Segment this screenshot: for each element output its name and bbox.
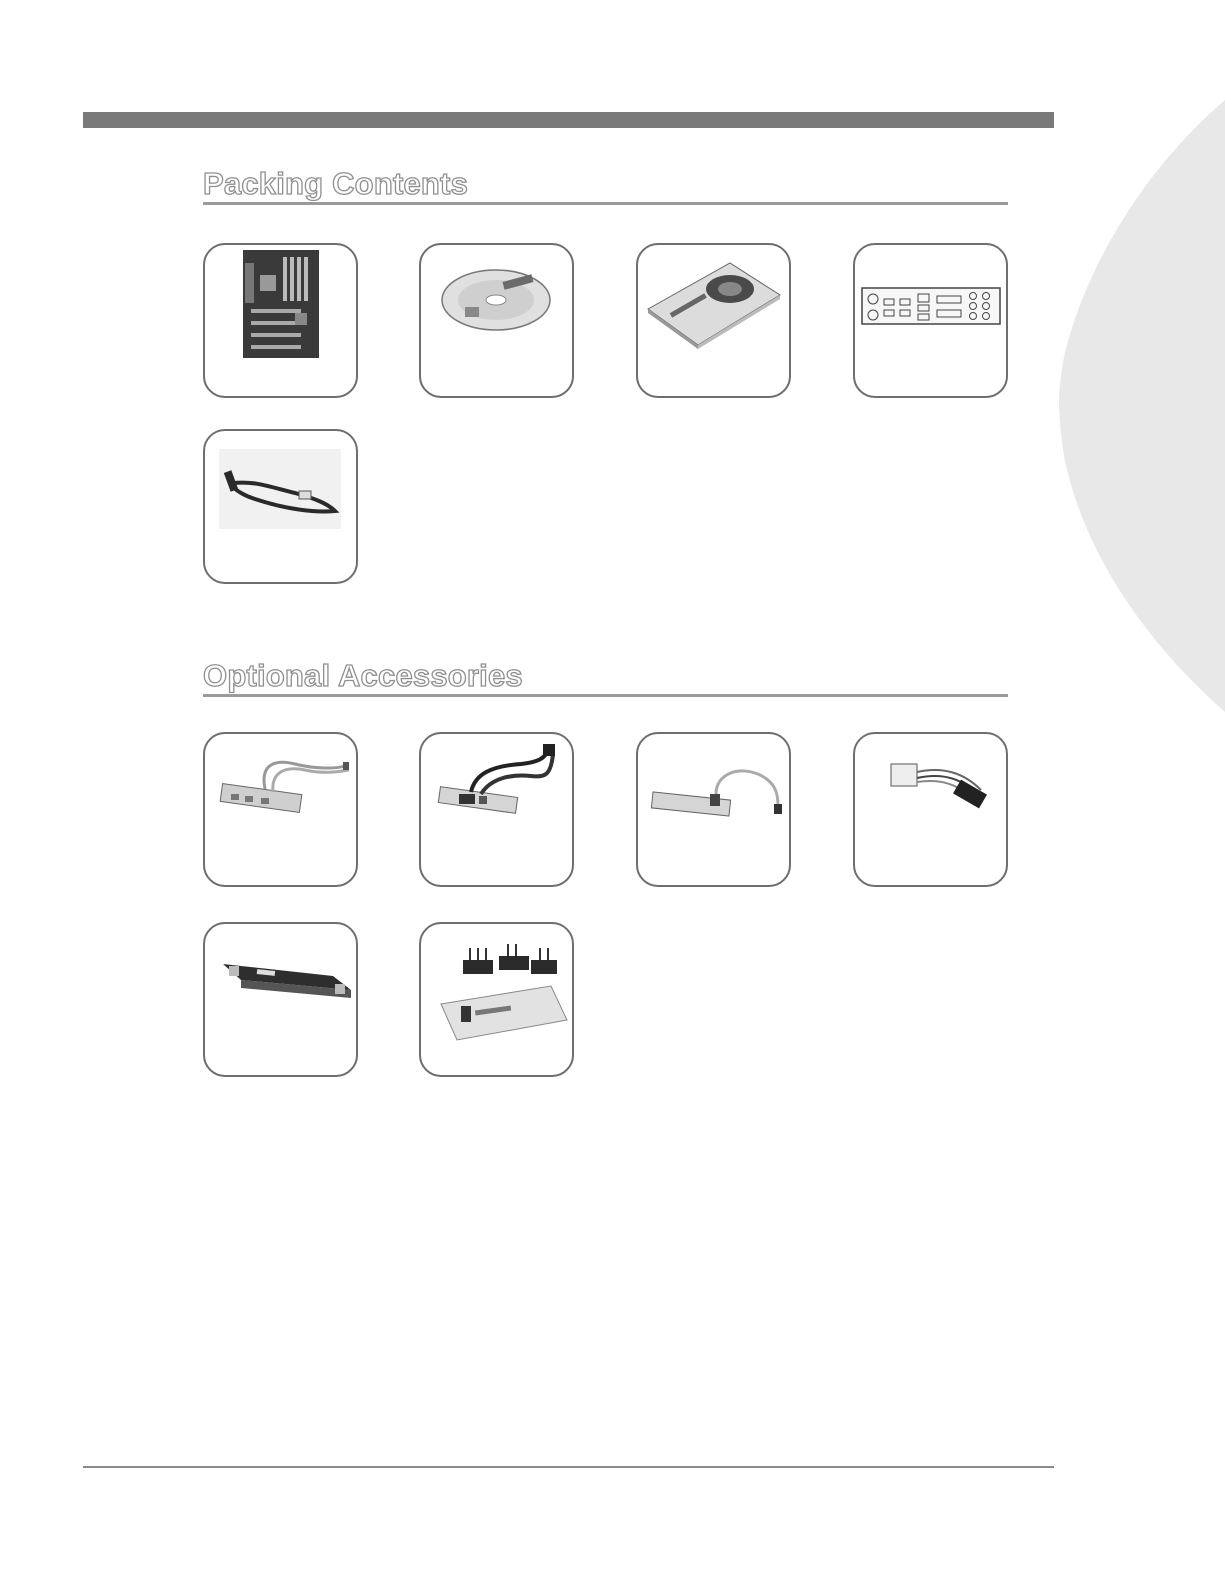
cable-image [205,431,355,581]
usb-bracket-image [205,734,355,884]
io-shield-card [853,243,1008,398]
m-connectors-card [419,922,574,1077]
sli-bridge-image [205,924,355,1074]
manual-card [636,243,791,398]
sli-bridge-card [203,922,358,1077]
disc-image [421,245,571,395]
m-connectors-image [421,924,571,1074]
usb-bracket-card [203,732,358,887]
firewire-bracket-card [636,732,791,887]
sata-cable-card [203,429,358,584]
packing-contents-title: Packing Contents [203,166,469,201]
chapter-side-tab [1058,100,1225,712]
motherboard-card [203,243,358,398]
header-bar [83,112,1054,128]
optional-accessories-title: Optional Accessories [203,658,523,693]
esata-bracket-card [419,732,574,887]
footer-rule [83,1466,1054,1468]
optional-accessories-rule [203,694,1008,697]
firewire-bracket-image [638,734,788,884]
motherboard-image [205,245,355,395]
manual-image [638,245,788,395]
esata-bracket-image [421,734,571,884]
io-shield-image [855,245,1005,395]
packing-contents-rule [203,202,1008,205]
dvd-card [419,243,574,398]
power-cable-card [853,732,1008,887]
power-cable-image [855,734,1005,884]
